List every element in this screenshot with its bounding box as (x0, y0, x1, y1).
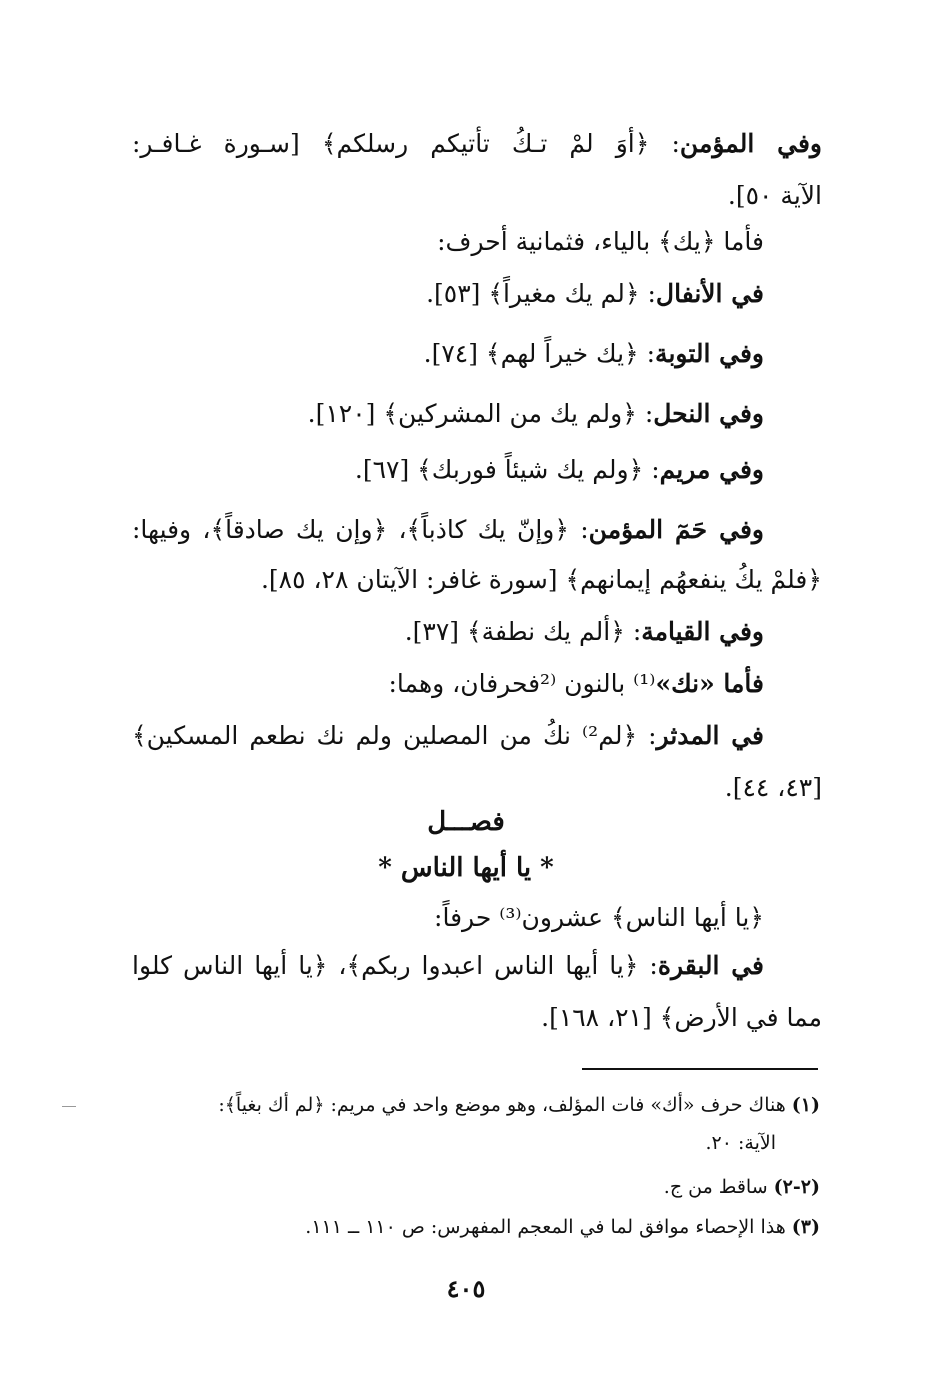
footnote-text: ساقط من ج. (663, 1176, 774, 1198)
line-text: : ﴿وإنّ يك كاذباً﴾، ﴿وإن يك صادقاً﴾، وفيها: (132, 515, 589, 544)
line-text: ﴿فلمْ يكُ ينفعهُم إيمانهم﴾ [سورة غافر: الآيتان ٢٨، ٨٥]. (260, 565, 822, 594)
line-text: ⁽¹⁾ بالنون ⁽²فحرفان، وهما: (388, 669, 656, 698)
text-line-8 (132, 510, 764, 550)
line-lead: وفي المؤمن (679, 129, 822, 158)
line-text: فأما ﴿يك﴾ بالياء، فثمانية أحرف: (437, 227, 764, 256)
line-lead: وفي مريم (659, 455, 764, 484)
line-lead: في الأنفال (655, 279, 764, 308)
line-lead: في المدثر (656, 721, 765, 750)
text-line-14 (434, 898, 764, 938)
page-number: ٤٠٥ (446, 1274, 486, 1303)
footnote-1-cont (706, 1128, 777, 1158)
footnote-1 (218, 1090, 820, 1120)
line-text: : ﴿لم²⁾ نكُ من المصلين ولم نك نطعم المسكين﴾ (132, 721, 657, 750)
line-text: [٤٣، ٤٤]. (724, 773, 822, 802)
footnote-3 (305, 1212, 820, 1242)
text-line-4 (426, 274, 764, 314)
section-title: فصـــل (427, 807, 505, 837)
line-text: : ﴿ألم يك نطفة﴾ [٣٧]. (404, 617, 642, 646)
footnote-number: (١) (791, 1094, 820, 1116)
text-line-11 (388, 664, 764, 704)
footnote-text: هناك حرف «أك» فات المؤلف، وهو موضع واحد في مريم: ﴿لم أك بغياً﴾: (218, 1094, 792, 1116)
line-text: ﴿يا أيها الناس﴾ عشرون⁽³⁾ حرفاً: (434, 903, 764, 932)
line-text: : ﴿أوَ لمْ تـكُ تأتيكم رسلكم﴾ [سـورة غـافـر: (132, 129, 680, 158)
line-text: الآية ٥٠]. (727, 181, 822, 210)
line-text: : ﴿ولم يك من المشركين﴾ [١٢٠]. (307, 399, 654, 428)
line-lead: وفي حَمٓ المؤمن (588, 515, 765, 544)
text-line-5 (424, 334, 764, 374)
text-line-15 (132, 946, 764, 986)
section-subtitle: * يا أيها الناس * (378, 853, 554, 883)
footnote-text: هذا الإحصاء موافق لما في المعجم المفهرس: ص ١١٠ ــ ١١١. (305, 1216, 792, 1238)
line-text: : ﴿يا أيها الناس اعبدوا ربكم﴾، ﴿يا أيها الناس كلوا (132, 951, 658, 980)
text-line-16 (541, 998, 822, 1038)
text-line-9 (261, 560, 822, 600)
footnote-text: الآية: ٢٠. (705, 1132, 776, 1154)
text-line-10 (405, 612, 764, 652)
line-text: مما في الأرض﴾ [٢١، ١٦٨]. (541, 1003, 822, 1032)
text-line-6 (308, 394, 764, 434)
text-line-1 (132, 124, 822, 164)
line-lead: في البقرة (657, 951, 764, 980)
line-text: : ﴿يك خيراً لهم﴾ [٧٤]. (423, 339, 656, 368)
text-line-7 (355, 450, 764, 490)
text-line-12 (132, 716, 764, 756)
line-text: : ﴿لم يك مغيراً﴾ [٥٣]. (426, 279, 656, 308)
line-lead: فأما «نك» (655, 669, 764, 698)
footnote-number: (٣) (791, 1216, 820, 1238)
footnote-separator (582, 1068, 818, 1070)
footnote-2 (664, 1172, 820, 1202)
footnote-number: (٢-٢) (773, 1176, 820, 1198)
text-line-3 (437, 222, 764, 262)
line-text: : ﴿ولم يك شيئاً فوربك﴾ [٦٧]. (354, 455, 660, 484)
line-lead: وفي القيامة (641, 617, 764, 646)
margin-mark (62, 1106, 76, 1107)
text-line-2 (728, 176, 822, 216)
line-lead: وفي التوبة (655, 339, 764, 368)
line-lead: وفي النحل (653, 399, 764, 428)
